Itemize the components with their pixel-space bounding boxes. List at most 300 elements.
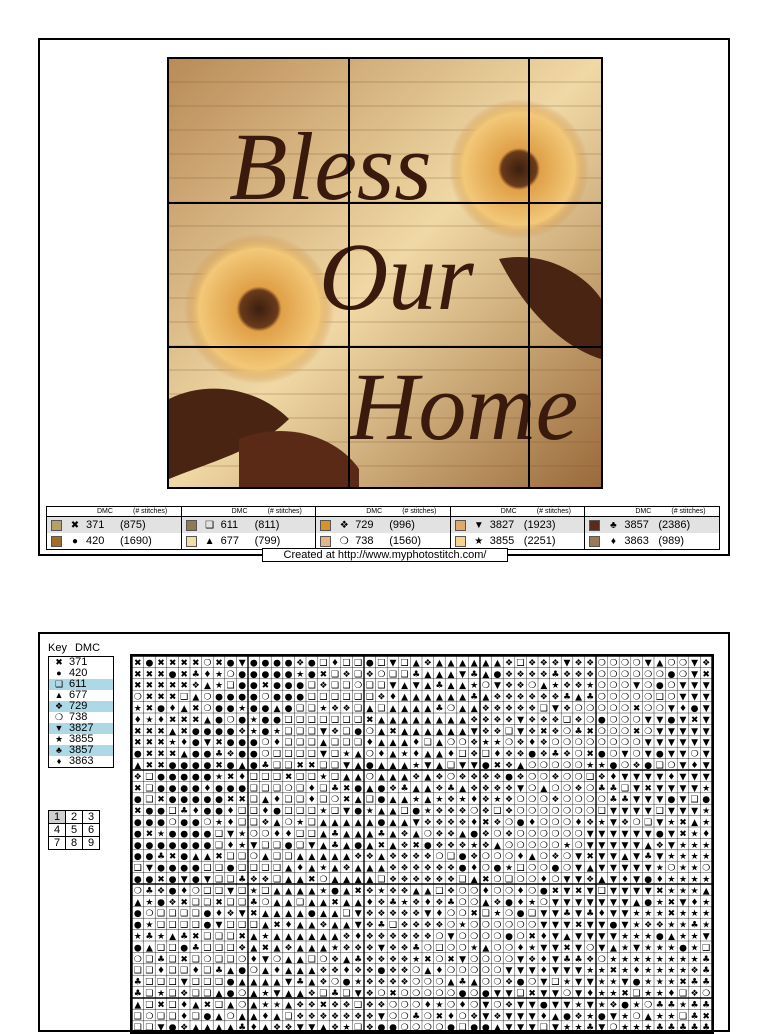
chart-cell-symbol: ▲	[273, 886, 281, 897]
legend-dmc-header: DMC	[231, 508, 248, 515]
chart-cell-symbol: ♣	[586, 1023, 595, 1034]
chart-cell-symbol: ❍	[423, 977, 432, 988]
chart-cell-symbol: ❖	[400, 920, 409, 931]
chart-cell-symbol: ❖	[574, 669, 583, 680]
legend-symbol: ▲	[204, 535, 215, 547]
chart-cell-symbol: ★	[632, 909, 641, 920]
pattern-preview-image	[167, 57, 603, 489]
chart-cell-symbol: ❍	[470, 886, 479, 897]
page-cell[interactable]: 8	[66, 837, 83, 850]
chart-cell-symbol: ●	[273, 669, 281, 680]
chart-cell-symbol: ●	[307, 909, 316, 920]
chart-cell-symbol: ❑	[644, 818, 653, 828]
chart-cell-symbol: ✖	[389, 989, 397, 999]
chart-cell-symbol: ❖	[435, 920, 444, 931]
chart-cell-symbol: ❍	[145, 909, 154, 920]
chart-cell-symbol: ❖	[609, 1000, 618, 1011]
chart-cell-symbol: ♦	[574, 818, 583, 828]
chart-cell-symbol: ✖	[261, 681, 270, 692]
chart-cell-symbol: ♣	[655, 1000, 664, 1011]
chart-cell-symbol: ▲	[424, 749, 432, 760]
chart-cell-symbol: ▲	[250, 943, 258, 954]
chart-cell-symbol: ▲	[273, 943, 281, 954]
chart-cell-symbol: ♣	[388, 897, 398, 908]
chart-cell-symbol: ✖	[215, 852, 223, 863]
chart-cell-symbol: ▲	[319, 897, 327, 908]
chart-cell-symbol: ●	[168, 829, 177, 840]
chart-cell-symbol: ▼	[691, 692, 699, 703]
chart-cell-symbol: ❍	[365, 749, 374, 760]
page-cell[interactable]: 6	[83, 824, 100, 837]
chart-cell-symbol: ▲	[238, 761, 246, 771]
chart-cell-symbol: ❖	[470, 772, 479, 783]
chart-cell-symbol: ❍	[423, 989, 432, 999]
chart-cell-symbol: ★	[644, 1023, 653, 1034]
chart-cell-symbol: ▼	[609, 875, 617, 885]
chart-cell-symbol: ❍	[574, 806, 583, 817]
chart-cell-symbol: ❖	[365, 966, 374, 977]
chart-cell-symbol: ❑	[145, 1000, 154, 1011]
chart-cell-symbol: ❍	[632, 749, 641, 760]
chart-cell-symbol: ❖	[400, 829, 409, 840]
chart-cell-symbol: ✖	[609, 966, 618, 977]
chart-cell-symbol: ●	[493, 863, 502, 874]
chart-cell-symbol: ●	[191, 829, 200, 840]
chart-cell-symbol: ❍	[388, 1000, 398, 1011]
chart-cell-symbol: ❖	[493, 715, 502, 726]
chart-cell-symbol: ♦	[446, 1011, 456, 1022]
chart-cell-symbol: ▲	[366, 840, 374, 851]
chart-cell-symbol: ❑	[702, 943, 711, 954]
chart-cell-symbol: ▲	[192, 852, 200, 863]
chart-cell-symbol: ★	[620, 966, 630, 977]
chart-cell-symbol: ❖	[365, 920, 374, 931]
page-cell[interactable]: 1	[49, 811, 66, 824]
legend-column	[182, 507, 317, 549]
chart-cell-symbol: ❖	[528, 715, 537, 726]
page-cell[interactable]: 9	[83, 837, 100, 850]
chart-cell-symbol: ▼	[563, 658, 571, 669]
chart-cell-symbol: ❍	[446, 772, 456, 783]
chart-cell-symbol: ❖	[446, 840, 456, 851]
chart-cell-symbol: ❍	[203, 704, 212, 714]
chart-cell-symbol: ▲	[343, 829, 351, 840]
legend-dmc-code: 3855	[489, 535, 515, 547]
chart-cell-symbol: ✖	[145, 761, 154, 771]
chart-cell-symbol: ▲	[389, 840, 397, 851]
chart-cell-symbol: ❑	[133, 1023, 142, 1034]
chart-cell-symbol: ●	[191, 795, 200, 806]
chart-cell-symbol: ❍	[261, 692, 270, 703]
chart-cell-symbol: ❍	[493, 852, 502, 863]
key-label: Key	[48, 642, 67, 654]
chart-cell-symbol: ●	[145, 658, 154, 669]
chart-cell-symbol: ❍	[562, 761, 572, 771]
chart-cell-symbol: ▲	[273, 897, 281, 908]
chart-cell-symbol: ❑	[168, 966, 177, 977]
chart-cell-symbol: ▲	[250, 1000, 258, 1011]
chart-cell-symbol: ▼	[505, 989, 513, 999]
chart-cell-symbol: ❑	[226, 954, 235, 965]
chart-cell-symbol: ❍	[203, 818, 212, 828]
chart-cell-symbol: ▲	[331, 909, 339, 920]
legend-stitch-count: (989)	[658, 535, 685, 547]
chart-cell-symbol: ▼	[598, 852, 606, 863]
page-cell[interactable]: 2	[66, 811, 83, 824]
chart-cell-symbol: ●	[493, 669, 502, 680]
chart-cell-symbol: ●	[145, 806, 154, 817]
chart-cell-symbol: ▼	[482, 1000, 490, 1011]
chart-cell-symbol: ▲	[192, 692, 200, 703]
chart-cell-symbol: ❑	[307, 829, 316, 840]
chart-cell-symbol: ●	[354, 726, 363, 737]
chart-cell-symbol: ❖	[493, 818, 502, 828]
chart-cell-symbol: ❑	[516, 989, 525, 999]
chart-cell-symbol: ❍	[528, 840, 537, 851]
chart-cell-symbol: ❍	[667, 863, 676, 874]
chart-cell-symbol: ●	[261, 669, 270, 680]
chart-cell-symbol: ❖	[470, 783, 479, 794]
chart-cell-symbol: ❑	[145, 795, 154, 806]
chart-cell-symbol: ▲	[308, 920, 316, 931]
chart-cell-symbol: ●	[180, 863, 189, 874]
chart-cell-symbol: ★	[238, 840, 247, 851]
chart-cell-symbol: ❍	[470, 989, 479, 999]
chart-cell-symbol: ▼	[633, 772, 641, 783]
chart-cell-symbol: ✖	[192, 932, 200, 942]
legend-symbol: ★	[474, 535, 484, 547]
chart-cell-symbol: ❑	[516, 863, 525, 874]
chart-cell-symbol: ●	[307, 658, 316, 669]
chart-cell-symbol: ❍	[644, 726, 653, 737]
page-cell[interactable]: 7	[49, 837, 66, 850]
chart-cell-symbol: ❍	[284, 818, 293, 828]
chart-cell-symbol: ♣	[180, 806, 189, 817]
chart-cell-symbol: ❍	[586, 795, 595, 806]
chart-cell-symbol: ●	[238, 749, 247, 760]
legend-stitch-count: (1560)	[389, 535, 421, 547]
chart-cell-symbol: ✖	[157, 749, 165, 760]
chart-cell-symbol: ❍	[470, 966, 479, 977]
chart-cell-symbol: ❑	[168, 977, 177, 988]
chart-cell-symbol: ●	[516, 977, 525, 988]
chart-cell-symbol: ♣	[412, 1011, 421, 1022]
chart-cell-symbol: ✖	[667, 897, 676, 908]
chart-cell-symbol: ▲	[250, 977, 258, 988]
chart-cell-symbol: ●	[377, 818, 386, 828]
chart-cell-symbol: ★	[249, 715, 258, 726]
chart-cell-symbol: ❍	[446, 1000, 456, 1011]
chart-cell-symbol: ❍	[504, 954, 514, 965]
chart-cell-symbol: ▲	[435, 669, 443, 680]
chart-cell-symbol: ▼	[609, 806, 617, 817]
chart-cell-symbol: ❖	[249, 875, 258, 885]
chart-cell-symbol: ★	[319, 806, 328, 817]
chart-cell-symbol: ▼	[575, 863, 583, 874]
chart-cell-symbol: ❍	[551, 761, 560, 771]
chart-cell-symbol: ▼	[691, 658, 699, 669]
chart-cell-symbol: ✖	[180, 715, 188, 726]
chart-cell-symbol: ❑	[272, 772, 282, 783]
chart-cell-symbol: ●	[284, 669, 293, 680]
key-symbol: ✖	[55, 657, 63, 667]
chart-cell-symbol: ❑	[238, 806, 247, 817]
chart-cell-symbol: ●	[145, 818, 154, 828]
chart-cell-symbol: ▲	[459, 704, 467, 714]
chart-cell-symbol: ▲	[401, 681, 409, 692]
chart-cell-symbol: ▼	[563, 966, 571, 977]
chart-cell-symbol: ●	[157, 783, 165, 794]
chart-cell-symbol: ★	[678, 840, 688, 851]
chart-cell-symbol: ❖	[562, 749, 572, 760]
chart-cell-symbol: ❍	[446, 989, 456, 999]
chart-cell-symbol: ♦	[307, 783, 316, 794]
chart-cell-symbol: ❍	[504, 840, 514, 851]
chart-cell-symbol: ❍	[562, 806, 572, 817]
chart-cell-symbol: ❑	[238, 818, 247, 828]
chart-cell-symbol: ❖	[481, 726, 490, 737]
page-cell[interactable]: 4	[49, 824, 66, 837]
chart-cell-symbol: ❑	[191, 1011, 200, 1022]
chart-cell-symbol: ♣	[702, 966, 711, 977]
chart-cell-symbol: ▼	[633, 943, 641, 954]
chart-cell-symbol: ▲	[482, 669, 490, 680]
chart-cell-symbol: ❖	[296, 658, 305, 669]
chart-cell-symbol: ✖	[192, 704, 200, 714]
chart-cell-symbol: ♦	[133, 715, 142, 726]
chart-cell-symbol: ✖	[586, 726, 594, 737]
chart-cell-symbol: ✖	[238, 795, 246, 806]
chart-cell-symbol: ✖	[250, 909, 258, 920]
chart-cell-symbol: ❖	[504, 669, 514, 680]
dmc-label: DMC	[74, 642, 101, 654]
chart-cell-symbol: ✖	[342, 783, 351, 794]
chart-cell-symbol: ❍	[562, 783, 572, 794]
chart-cell-symbol: ❖	[261, 818, 270, 828]
chart-cell-symbol: ❍	[609, 704, 618, 714]
chart-cell-symbol: ▲	[377, 806, 385, 817]
chart-cell-symbol: ▼	[609, 897, 617, 908]
chart-cell-symbol: ▼	[528, 1023, 536, 1034]
chart-cell-symbol: ●	[249, 749, 258, 760]
chart-cell-symbol: ▲	[238, 977, 246, 988]
chart-cell-symbol: ▼	[656, 783, 664, 794]
legend-dmc-code: 677	[220, 535, 239, 547]
chart-cell-symbol: ▲	[366, 783, 374, 794]
chart-cell-symbol: ❖	[307, 1011, 316, 1022]
chart-cell-symbol: ❑	[272, 863, 282, 874]
chart-cell-symbol: ▲	[447, 715, 455, 726]
chart-cell-symbol: ●	[354, 840, 363, 851]
chart-cell-symbol: ▼	[656, 795, 664, 806]
chart-cell-symbol: ❖	[330, 954, 340, 965]
chart-cell-symbol: ★	[702, 909, 711, 920]
chart-cell-symbol: ❑	[354, 658, 363, 669]
chart-cell-symbol: ❍	[586, 704, 595, 714]
chart-cell-symbol: ❖	[446, 795, 456, 806]
chart-cell-symbol: ♣	[609, 795, 618, 806]
chart-cell-symbol: ▼	[203, 875, 211, 885]
chart-cell-symbol: ❑	[296, 715, 305, 726]
chart-cell-symbol: ▲	[319, 1023, 327, 1034]
chart-cell-symbol: ❑	[180, 692, 189, 703]
chart-cell-symbol: ●	[261, 658, 270, 669]
chart-cell-symbol: ❍	[133, 692, 142, 703]
chart-cell-symbol: ❍	[319, 954, 328, 965]
chart-cell-symbol: ●	[690, 704, 699, 714]
chart-cell-symbol: ❖	[551, 658, 560, 669]
legend-entry	[47, 533, 181, 549]
chart-cell-symbol: ●	[365, 658, 374, 669]
chart-cell-symbol: ❑	[272, 852, 282, 863]
chart-cell-symbol: ♦	[620, 875, 630, 885]
chart-cell-symbol: ❖	[400, 875, 409, 885]
chart-cell-symbol: ●	[145, 840, 154, 851]
chart-cell-symbol: ❖	[365, 954, 374, 965]
chart-cell-symbol: ❍	[586, 943, 595, 954]
chart-cell-symbol: ♦	[191, 806, 200, 817]
chart-cell-symbol: ✖	[319, 1000, 328, 1011]
chart-cell-symbol: ▼	[679, 897, 687, 908]
chart-cell-symbol: ▲	[354, 875, 362, 885]
chart-cell-symbol: ▲	[412, 704, 420, 714]
chart-cell-symbol: ▲	[215, 1011, 223, 1022]
chart-cell-symbol: ❍	[435, 977, 444, 988]
chart-cell-symbol: ▼	[656, 852, 664, 863]
chart-cell-symbol: ●	[157, 840, 165, 851]
page-cell[interactable]: 3	[83, 811, 100, 824]
chart-cell-symbol: ❖	[307, 1000, 316, 1011]
chart-cell-symbol: ♣	[470, 692, 479, 703]
chart-cell-symbol: ❑	[493, 806, 502, 817]
chart-cell-symbol: ▼	[540, 909, 548, 920]
chart-cell-symbol: ✖	[377, 840, 386, 851]
chart-cell-symbol: ▲	[540, 681, 548, 692]
chart-cell-symbol: ❍	[586, 715, 595, 726]
chart-cell-symbol: ❍	[238, 954, 247, 965]
chart-cell-symbol: ♦	[226, 840, 235, 851]
chart-cell-symbol: ▲	[401, 692, 409, 703]
chart-cell-symbol: ❖	[435, 783, 444, 794]
chart-cell-symbol: ▼	[354, 909, 362, 920]
chart-cell-symbol: ★	[678, 954, 688, 965]
chart-cell-symbol: ❍	[632, 715, 641, 726]
chart-cell-symbol: ❑	[284, 852, 293, 863]
chart-cell-symbol: ★	[586, 681, 595, 692]
chart-cell-symbol: ❑	[168, 806, 177, 817]
chart-cell-symbol: ✖	[180, 897, 188, 908]
chart-cell-symbol: ▼	[505, 966, 513, 977]
chart-cell-symbol: ★	[655, 989, 664, 999]
chart-cell-symbol: ❖	[423, 920, 432, 931]
pattern-preview-page	[38, 38, 730, 561]
chart-cell-symbol: ♦	[539, 932, 548, 942]
chart-cell-symbol: ❖	[551, 852, 560, 863]
chart-cell-symbol: ♦	[470, 795, 479, 806]
chart-cell-symbol: ♦	[470, 863, 479, 874]
chart-cell-symbol: ❍	[620, 704, 630, 714]
chart-cell-symbol: ▼	[679, 806, 687, 817]
chart-cell-symbol: ▲	[447, 681, 455, 692]
legend-stitches-header: (# stitches)	[133, 508, 168, 515]
chart-cell-symbol: ▼	[621, 886, 629, 897]
chart-cell-symbol: ★	[238, 829, 247, 840]
chart-cell-symbol: ▲	[250, 989, 258, 999]
page-cell[interactable]: 5	[66, 824, 83, 837]
chart-cell-symbol: ❍	[226, 715, 235, 726]
chart-cell-symbol: ❍	[586, 806, 595, 817]
chart-cell-symbol: ❍	[609, 726, 618, 737]
chart-cell-symbol: ▲	[296, 886, 304, 897]
legend-stitches-header: (# stitches)	[267, 508, 302, 515]
key-dmc-code: 3863	[69, 755, 94, 767]
chart-cell-symbol: ▲	[192, 1000, 200, 1011]
chart-cell-symbol: ❖	[574, 658, 583, 669]
chart-cell-symbol: ▼	[157, 1023, 165, 1034]
legend-column	[316, 507, 451, 549]
chart-cell-symbol: ●	[203, 749, 212, 760]
chart-cell-symbol: ★	[690, 909, 699, 920]
chart-cell-symbol: ●	[191, 840, 200, 851]
chart-cell-symbol: ❖	[388, 932, 398, 942]
chart-cell-symbol: ❖	[528, 692, 537, 703]
chart-cell-symbol: ❑	[284, 795, 293, 806]
chart-cell-symbol: ▼	[505, 1011, 513, 1022]
chart-cell-symbol: ▲	[354, 818, 362, 828]
chart-cell-symbol: ▲	[308, 943, 316, 954]
chart-cell-symbol: ▲	[412, 715, 420, 726]
chart-cell-symbol: ▲	[412, 726, 420, 737]
pattern-word-2: Our	[319, 223, 474, 330]
chart-cell-symbol: ▼	[517, 726, 525, 737]
chart-cell-symbol: ★	[481, 738, 490, 749]
chart-cell-symbol: ▲	[331, 875, 339, 885]
chart-cell-symbol: ●	[168, 783, 177, 794]
chart-cell-symbol: ♣	[562, 954, 572, 965]
chart-cell-symbol: ▲	[296, 875, 304, 885]
chart-cell-symbol: ❖	[481, 783, 490, 794]
chart-cell-symbol: ❍	[562, 726, 572, 737]
chart-cell-symbol: ❖	[504, 692, 514, 703]
chart-cell-symbol: ❍	[493, 977, 502, 988]
chart-cell-symbol: ●	[180, 852, 189, 863]
chart-cell-symbol: ❑	[226, 920, 235, 931]
chart-cell-symbol: ❑	[272, 749, 282, 760]
chart-cell-symbol: ❑	[551, 977, 560, 988]
chart-cell-symbol: ✖	[656, 886, 664, 897]
chart-cell-symbol: ✖	[192, 715, 200, 726]
chart-cell-symbol: ★	[690, 829, 699, 840]
chart-cell-symbol: ❍	[504, 852, 514, 863]
chart-cell-symbol: ▼	[598, 920, 606, 931]
color-swatch	[51, 520, 62, 531]
chart-cell-symbol: ▲	[285, 886, 293, 897]
chart-cell-symbol: ♦	[284, 920, 293, 931]
chart-cell-symbol: ●	[203, 806, 212, 817]
chart-cell-symbol: ●	[168, 795, 177, 806]
chart-cell-symbol: ❖	[574, 783, 583, 794]
chart-cell-symbol: ▼	[702, 738, 710, 749]
chart-cell-symbol: ✖	[284, 772, 293, 783]
chart-cell-symbol: ❍	[493, 932, 502, 942]
chart-cell-symbol: ★	[655, 943, 664, 954]
chart-cell-symbol: ❑	[307, 692, 316, 703]
page-navigator	[48, 810, 100, 850]
chart-cell-symbol: ❖	[586, 658, 595, 669]
chart-cell-symbol: ●	[249, 761, 258, 771]
chart-cell-symbol: ★	[470, 943, 479, 954]
chart-cell-symbol: ▼	[354, 989, 362, 999]
